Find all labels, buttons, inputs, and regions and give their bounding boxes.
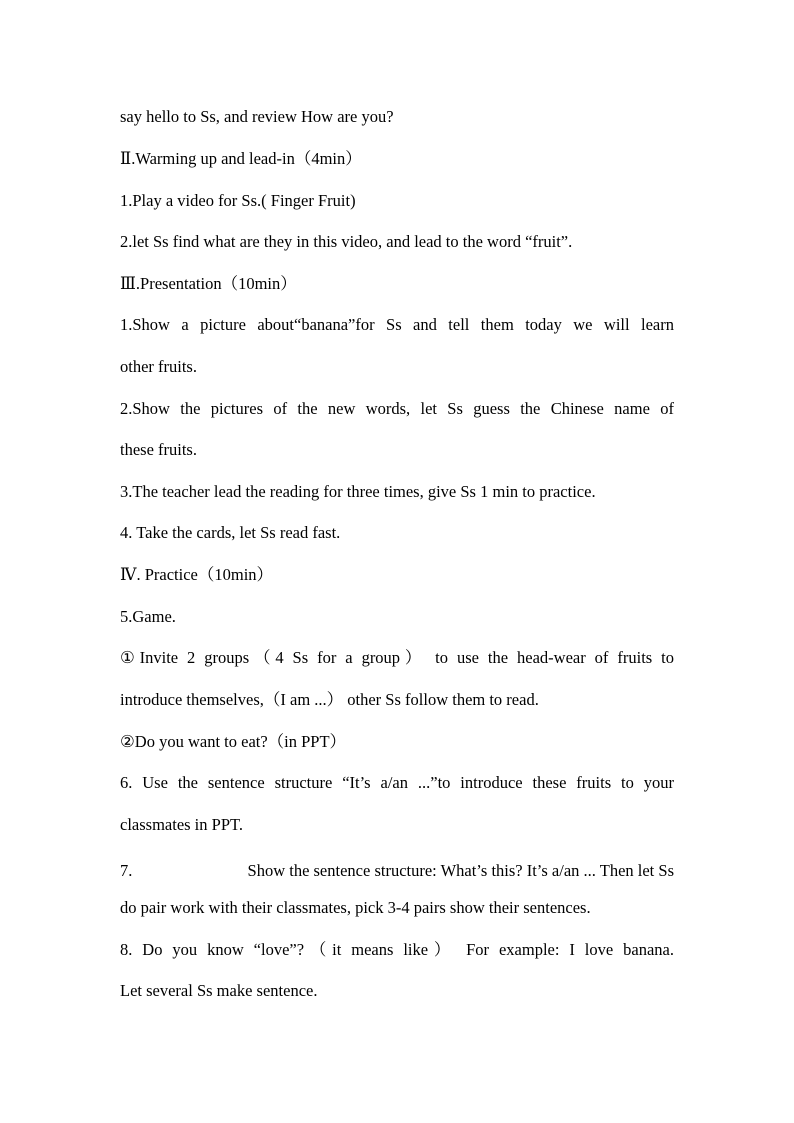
section-heading-presentation: Ⅲ.Presentation（10min） xyxy=(120,274,297,293)
step-show-structure xyxy=(120,861,674,881)
step-show-picture: 1.Show a picture about“banana”for Ss and tell them today we will learn xyxy=(120,315,674,334)
section-heading-practice: Ⅳ. Practice（10min） xyxy=(120,565,274,584)
game-item-eat: ②Do you want to eat?（in PPT） xyxy=(120,732,347,751)
step-sentence-structure-cont: classmates in PPT. xyxy=(120,815,243,834)
step-love: 8. Do you know “love”?（it means like） For example: I love banana. xyxy=(120,940,674,959)
step-lead-reading: 3.The teacher lead the reading for three times, give Ss 1 min to practice. xyxy=(120,482,596,501)
step-take-cards: 4. Take the cards, let Ss read fast. xyxy=(120,523,341,542)
step-show-picture-cont: other fruits. xyxy=(120,357,197,376)
step-show-structure-text: Show the sentence structure: What’s this? It’s a/an ... Then let Ss xyxy=(247,861,674,880)
step-pair-work: do pair work with their classmates, pick 3-4 pairs show their sentences. xyxy=(120,898,591,917)
step-number: 7. xyxy=(120,861,133,880)
step-guess-chinese-cont: these fruits. xyxy=(120,440,197,459)
step-sentence-structure: 6. Use the sentence structure “It’s a/an ...”to introduce these fruits to your xyxy=(120,773,674,792)
step-play-video: 1.Play a video for Ss.( Finger Fruit) xyxy=(120,191,356,210)
step-game: 5.Game. xyxy=(120,607,176,626)
step-find-fruit: 2.let Ss find what are they in this video, and lead to the word “fruit”. xyxy=(120,232,573,251)
text-line-review: say hello to Ss, and review How are you? xyxy=(120,107,394,126)
section-heading-warming-up: Ⅱ.Warming up and lead-in（4min） xyxy=(120,149,362,168)
game-item-invite: ①Invite 2 groups（4 Ss for a group） to use the head-wear of fruits to xyxy=(120,648,674,667)
game-item-invite-cont: introduce themselves,（I am ...） other Ss follow them to read. xyxy=(120,690,539,709)
step-make-sentence: Let several Ss make sentence. xyxy=(120,981,318,1000)
step-guess-chinese: 2.Show the pictures of the new words, let Ss guess the Chinese name of xyxy=(120,399,674,418)
